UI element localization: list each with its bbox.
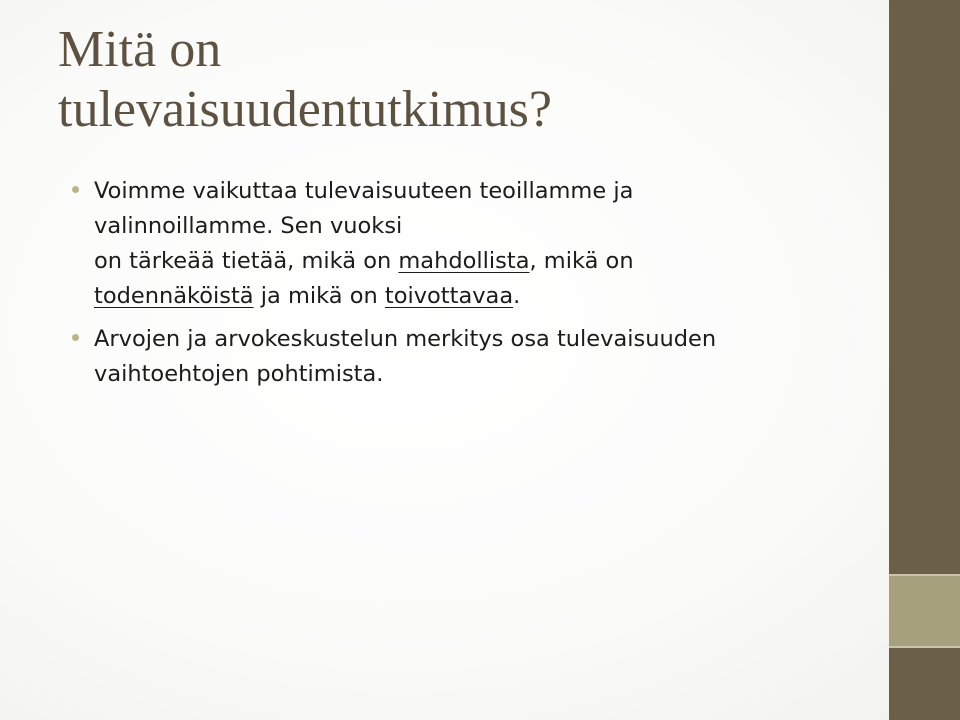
bullet-1-line-3-end: , mikä on [529,248,634,274]
bullet-1-line-2: valinnoillamme. Sen vuoksi [94,213,403,239]
decorative-sidebar [889,0,960,720]
bullet-list [94,174,854,400]
link-mahdollista[interactable]: mahdollista [398,248,530,274]
sidebar-band-dark-bottom [889,648,960,720]
bullet-item-2 [94,322,854,392]
bullet-1-line-3-start: on tärkeää tietää, mikä on [94,248,399,274]
bullet-dot-icon [72,334,79,341]
bullet-1-line-4-end: . [513,283,521,309]
title-line-2: tulevaisuudentutkimus? [58,81,552,138]
bullet-2-line-1: Arvojen ja arvokeskustelun merkitys osa tulevaisuuden [94,326,717,352]
link-todennakoista[interactable]: todennäköistä [94,283,254,309]
bullet-dot-icon [72,186,79,193]
title-line-1: Mitä on [58,21,222,78]
bullet-2-line-2: vaihtoehtojen pohtimista. [94,361,384,387]
link-toivottavaa[interactable]: toivottavaa [384,283,514,309]
sidebar-band-dark [889,0,960,576]
slide-title [58,20,858,140]
bullet-item-1 [94,174,854,314]
bullet-1-line-4-mid: ja mikä on [253,283,385,309]
bullet-1-line-1: Voimme vaikuttaa tulevaisuuteen teoillamme ja [94,178,634,204]
sidebar-band-light [889,576,960,648]
